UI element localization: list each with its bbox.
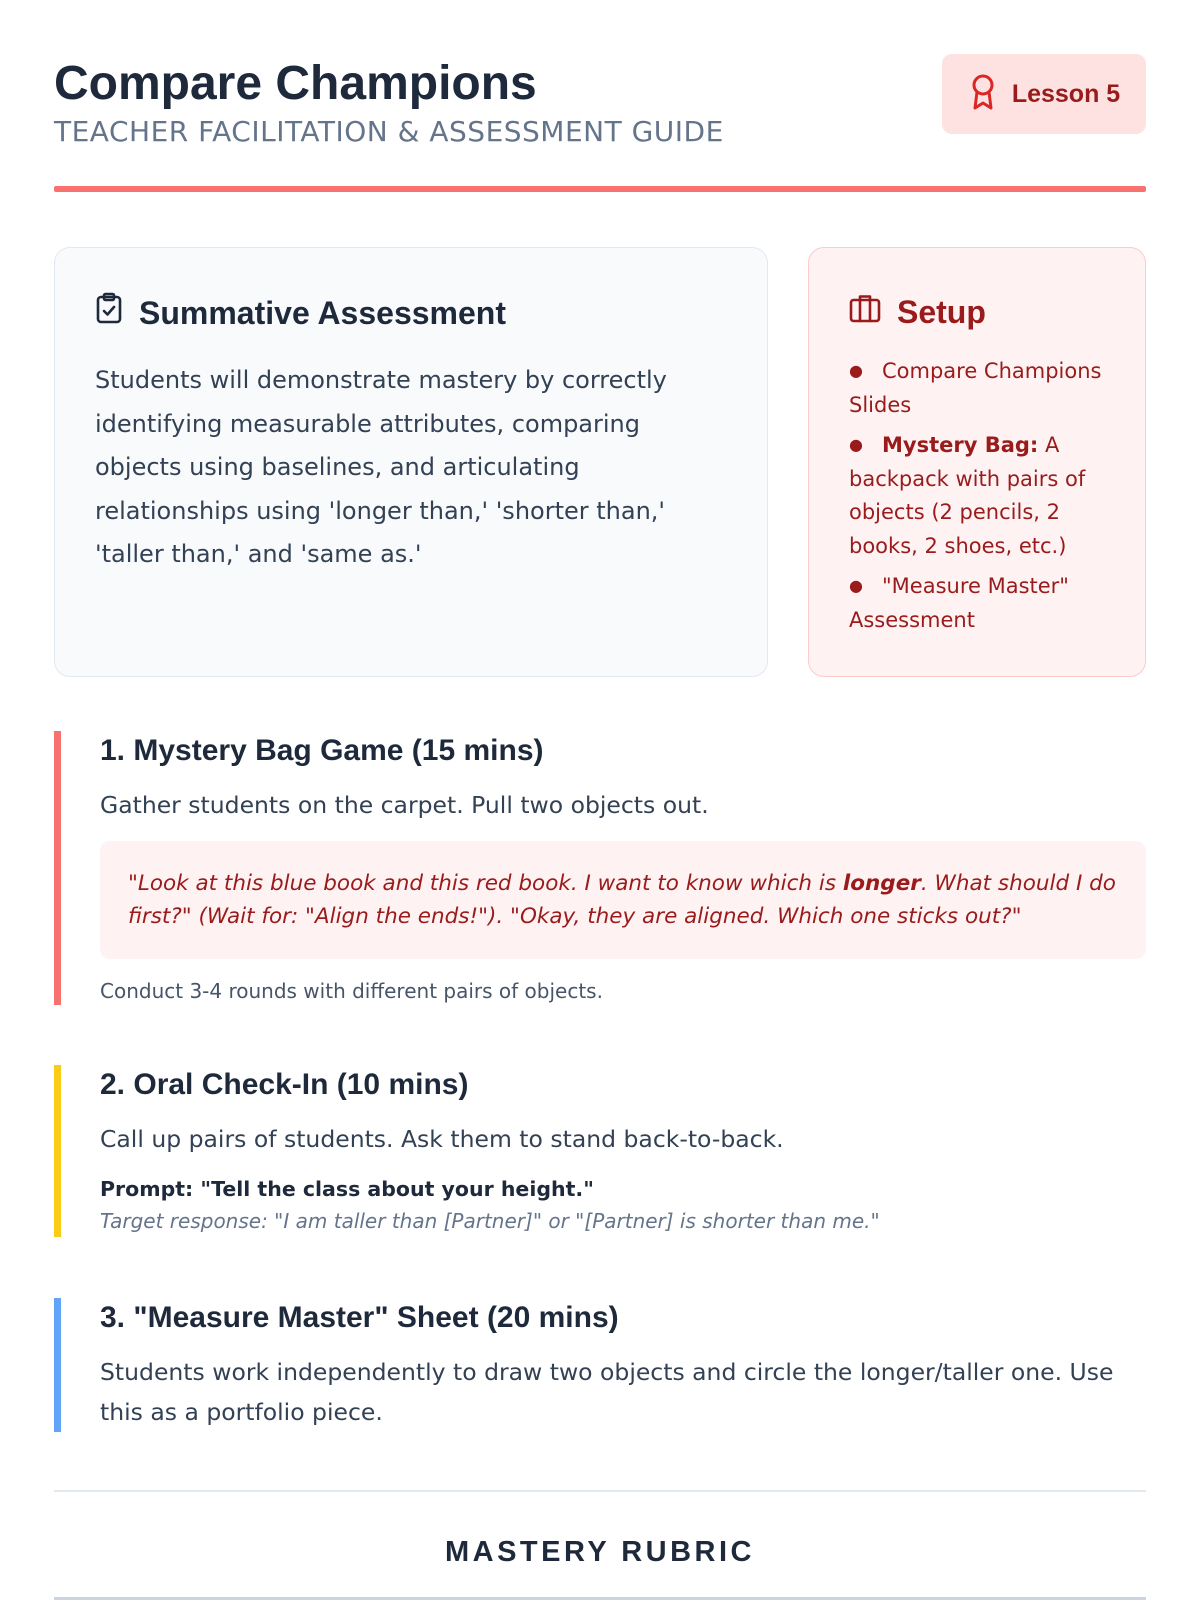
list-item: ● "Measure Master" Assessment	[849, 574, 1069, 632]
list-item: ● Compare Champions Slides	[849, 359, 1102, 417]
header-divider	[54, 186, 1146, 192]
step-accent-bar	[54, 1298, 61, 1432]
teacher-script-quote: "Look at this blue book and this red book. I want to know which is longer. What should I do first?" (Wait for: "Align the ends!"). "Okay, they are aligned. Which one sticks out?"	[100, 841, 1146, 959]
step-text: Call up pairs of students. Ask them to stand back-to-back.	[100, 1125, 784, 1153]
step-title: 2. Oral Check-In (10 mins)	[100, 1068, 469, 1101]
summative-assessment-heading	[95, 292, 727, 333]
list-item: ● Mystery Bag: A backpack with pairs of objects (2 pencils, 2 books, 2 shoes, etc.)	[849, 433, 1086, 558]
setup-list	[849, 354, 1105, 637]
step-title: 3. "Measure Master" Sheet (20 mins)	[100, 1301, 619, 1334]
summative-assessment-title: Summative Assessment	[139, 294, 506, 331]
lesson-badge-label: Lesson 5	[1011, 79, 1121, 108]
step-note: Conduct 3-4 rounds with different pairs of objects.	[100, 979, 603, 1003]
step-mystery-bag-game	[54, 731, 1146, 1005]
page-header	[54, 56, 1146, 150]
setup-title: Setup	[897, 294, 986, 330]
mastery-rubric-heading: MASTERY RUBRIC	[444, 1536, 755, 1568]
step-text: Gather students on the carpet. Pull two objects out.	[100, 791, 709, 819]
step-accent-bar	[54, 1065, 61, 1237]
step-accent-bar	[54, 731, 61, 1005]
section-divider	[54, 1490, 1146, 1492]
step-text: Students work independently to draw two objects and circle the longer/taller one. Use this as a portfolio piece.	[100, 1358, 1114, 1426]
summative-assessment-text: Students will demonstrate mastery by correctly identifying measurable attributes, comparing objects using baselines, and articulating relationships using 'longer than,' 'shorter than,' 'taller than,' and 'same as.'	[95, 366, 667, 568]
page-subtitle: TEACHER FACILITATION & ASSESSMENT GUIDE	[54, 115, 724, 148]
step-measure-master-sheet	[54, 1298, 1146, 1432]
target-response: Target response: "I am taller than [Partner]" or "[Partner] is shorter than me."	[100, 1209, 880, 1233]
clipboard-check-icon	[95, 292, 123, 333]
step-title: 1. Mystery Bag Game (15 mins)	[100, 734, 544, 767]
briefcase-icon	[849, 292, 881, 332]
page-title: Compare Champions	[54, 57, 537, 110]
lesson-badge	[942, 54, 1146, 134]
award-ribbon-icon	[968, 73, 998, 115]
setup-card	[808, 247, 1146, 677]
summative-assessment-card	[54, 247, 768, 677]
step-prompt: Prompt: "Tell the class about your height."	[100, 1177, 594, 1201]
setup-heading	[849, 292, 1105, 332]
step-oral-check-in	[54, 1065, 1146, 1237]
